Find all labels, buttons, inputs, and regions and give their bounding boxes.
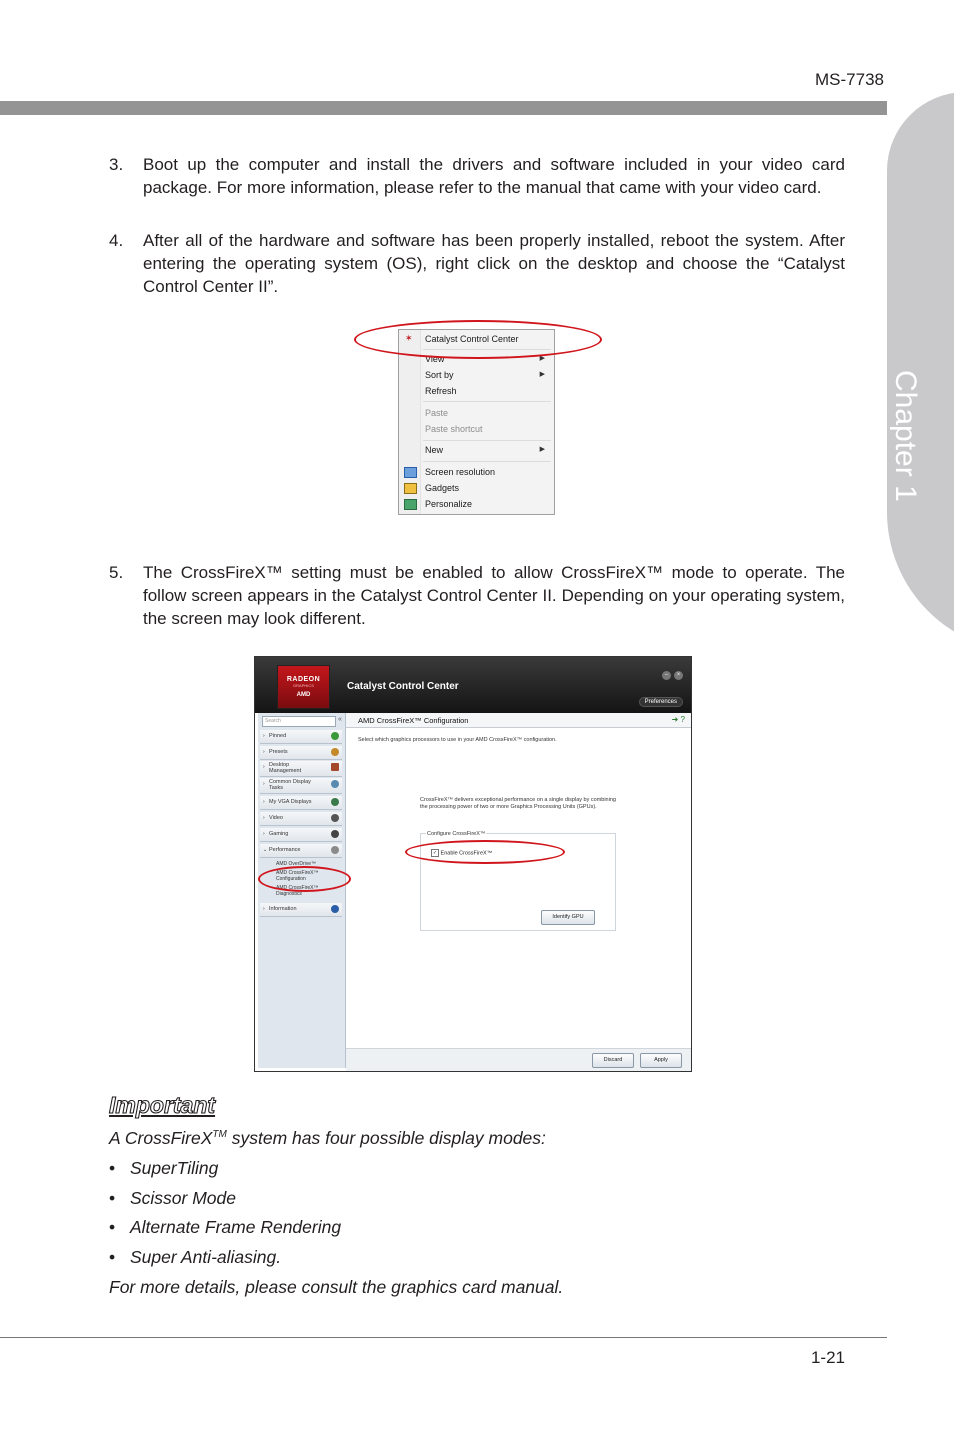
chevron-right-icon: › — [263, 906, 265, 912]
step-number: 4. — [109, 231, 124, 250]
nav-desktop-management[interactable] — [260, 761, 342, 777]
chevron-right-icon: › — [263, 799, 265, 805]
personalize-icon — [404, 499, 417, 510]
pin-help-icon[interactable]: ➜ ? — [671, 715, 685, 724]
display-tasks-icon — [331, 780, 339, 788]
radeon-logo — [277, 665, 330, 709]
step-text: After all of the hardware and software has been properly installed, reboot the system. After entering the operating system (OS), right click on the desktop and choose the “Catalyst Control Center II”. — [143, 231, 845, 297]
mode-label: SuperTiling — [130, 1158, 219, 1178]
chevron-right-icon: › — [263, 733, 265, 739]
step-3 — [109, 153, 845, 199]
menu-item-label: New — [425, 445, 444, 455]
presets-icon — [331, 748, 339, 756]
chevron-down-icon: ⌄ — [263, 847, 268, 853]
nav-pinned[interactable] — [260, 730, 342, 744]
mode-list-item — [109, 1158, 218, 1179]
collapse-icon[interactable]: « — [338, 716, 342, 723]
nav-information[interactable] — [260, 903, 342, 917]
mode-list-item — [109, 1247, 281, 1268]
nav-common-display-tasks[interactable] — [260, 778, 342, 794]
main-title-bar — [346, 713, 691, 728]
video-icon — [331, 814, 339, 822]
group-title: Configure CrossFireX™ — [427, 831, 486, 837]
highlight-ellipse — [405, 840, 565, 864]
highlight-ellipse — [354, 320, 602, 359]
submenu-arrow-icon: ▶ — [539, 446, 545, 453]
chevron-right-icon: › — [263, 831, 265, 837]
menu-separator — [423, 401, 551, 402]
intro-suffix: system has four possible display modes: — [226, 1128, 546, 1148]
header-bar — [0, 101, 887, 115]
discard-button[interactable]: Discard — [592, 1053, 634, 1068]
pin-icon — [331, 732, 339, 740]
chevron-right-icon: › — [263, 764, 265, 770]
main-title: AMD CrossFireX™ Configuration — [358, 716, 469, 725]
window-controls — [659, 663, 683, 681]
step-4 — [109, 229, 845, 299]
menu-item-sort-by[interactable] — [425, 368, 549, 382]
mode-label: Super Anti-aliasing. — [130, 1247, 282, 1267]
menu-item-refresh[interactable]: Refresh — [425, 386, 457, 396]
minimize-icon[interactable]: – — [662, 671, 671, 680]
bullet: • — [109, 1188, 116, 1208]
nav-label: Desktop Management — [269, 762, 302, 774]
submenu-arrow-icon: ▶ — [539, 355, 545, 362]
important-footer: For more details, please consult the graphics card manual. — [109, 1277, 564, 1297]
ccc-main-panel — [346, 713, 691, 1071]
menu-separator — [423, 440, 551, 441]
sub-crossfirex-diagnostics[interactable]: AMD CrossFireX™ Diagnostics — [276, 885, 319, 897]
logo-line3: AMD — [296, 692, 311, 698]
menu-item-label: View — [425, 354, 445, 364]
step-number: 3. — [109, 155, 124, 174]
nav-label: Information — [269, 906, 297, 912]
nav-gaming[interactable] — [260, 828, 342, 842]
menu-item-label: Sort by — [425, 370, 454, 380]
close-icon[interactable]: × — [674, 671, 683, 680]
menu-item-gadgets[interactable]: Gadgets — [425, 483, 460, 493]
nav-label: Pinned — [269, 733, 287, 739]
chevron-right-icon: › — [263, 815, 265, 821]
vga-display-icon — [331, 798, 339, 806]
ccc-footer — [346, 1048, 691, 1071]
ccc-title: Catalyst Control Center — [347, 681, 459, 692]
footer-rule — [0, 1337, 887, 1338]
model-number: MS-7738 — [815, 70, 884, 89]
step-text: The CrossFireX™ setting must be enabled to allow CrossFireX™ mode to operate. The follow screen appears in the Catalyst Control Center II. Depending on your operating system, the screen may look different. — [143, 563, 845, 629]
nav-performance[interactable] — [260, 844, 342, 858]
checkbox-label: Enable CrossFireX™ — [440, 850, 493, 857]
menu-item-screen-resolution[interactable]: Screen resolution — [425, 467, 496, 477]
crossfirex-info-text: CrossFireX™ delivers exceptional performance on a single display by combining the processing power of two or more Graphics Processing Units (GPUs). — [420, 797, 616, 810]
important-intro — [109, 1128, 546, 1149]
mode-list-item — [109, 1217, 341, 1238]
mode-list-item — [109, 1188, 236, 1209]
highlight-ellipse — [258, 866, 351, 892]
intro-prefix: A CrossFireX — [109, 1128, 213, 1148]
nav-my-vga-displays[interactable] — [260, 796, 342, 810]
menu-item-paste-shortcut: Paste shortcut — [425, 424, 483, 434]
chevron-right-icon: › — [263, 749, 265, 755]
mode-label: Scissor Mode — [130, 1188, 237, 1208]
identify-gpu-button[interactable]: Identify GPU — [541, 910, 595, 925]
sub-overdrive[interactable]: AMD OverDrive™ — [276, 861, 317, 867]
menu-item-personalize[interactable]: Personalize — [425, 499, 473, 509]
gaming-icon — [331, 830, 339, 838]
menu-item-catalyst[interactable]: Catalyst Control Center — [425, 334, 519, 344]
gadgets-icon — [404, 483, 417, 494]
trademark-sup: TM — [212, 1129, 227, 1141]
chapter-tab-label: Chapter 1 — [889, 370, 922, 502]
bullet: • — [109, 1247, 116, 1267]
nav-label: Gaming — [269, 831, 289, 837]
nav-label: Presets — [269, 749, 288, 755]
preferences-button[interactable]: Preferences — [639, 697, 683, 707]
nav-label: Video — [269, 815, 283, 821]
step-text: Boot up the computer and install the drivers and software included in your video card package. For more information, please refer to the manual that came with your video card. — [143, 155, 845, 198]
logo-line1: RADEON — [286, 676, 321, 683]
screen-resolution-icon — [404, 467, 417, 478]
logo-line2: GRAPHICS — [293, 683, 314, 688]
catalyst-control-center-window — [254, 656, 692, 1072]
nav-label: Performance — [269, 847, 301, 853]
chevron-right-icon: › — [263, 781, 265, 787]
ccc-header — [255, 657, 691, 713]
page-number: 1-21 — [810, 1348, 845, 1367]
search-input[interactable]: Search — [262, 716, 336, 727]
performance-gauge-icon — [331, 846, 339, 854]
bullet: • — [109, 1158, 116, 1178]
step-number: 5. — [109, 563, 124, 582]
important-heading: Important — [109, 1092, 216, 1118]
desktop-icon — [331, 763, 339, 771]
nav-label: My VGA Displays — [269, 799, 312, 805]
submenu-arrow-icon: ▶ — [539, 371, 545, 378]
bullet: • — [109, 1217, 116, 1237]
sub-crossfirex-configuration[interactable]: AMD CrossFireX™ Configuration — [276, 870, 319, 882]
menu-separator — [423, 461, 551, 462]
nav-label: Common Display Tasks — [269, 779, 311, 791]
apply-button[interactable]: Apply — [640, 1053, 682, 1068]
catalyst-icon: ✶ — [405, 333, 413, 343]
configuration-description: Select which graphics processors to use in your AMD CrossFireX™ configuration. — [358, 737, 557, 743]
menu-item-paste: Paste — [425, 408, 449, 418]
menu-item-new[interactable] — [425, 443, 549, 457]
check-icon: ✓ — [432, 850, 438, 856]
mode-label: Alternate Frame Rendering — [130, 1217, 342, 1237]
information-icon — [331, 905, 339, 913]
step-5 — [109, 561, 845, 631]
nav-presets[interactable] — [260, 746, 342, 760]
nav-video[interactable] — [260, 812, 342, 826]
